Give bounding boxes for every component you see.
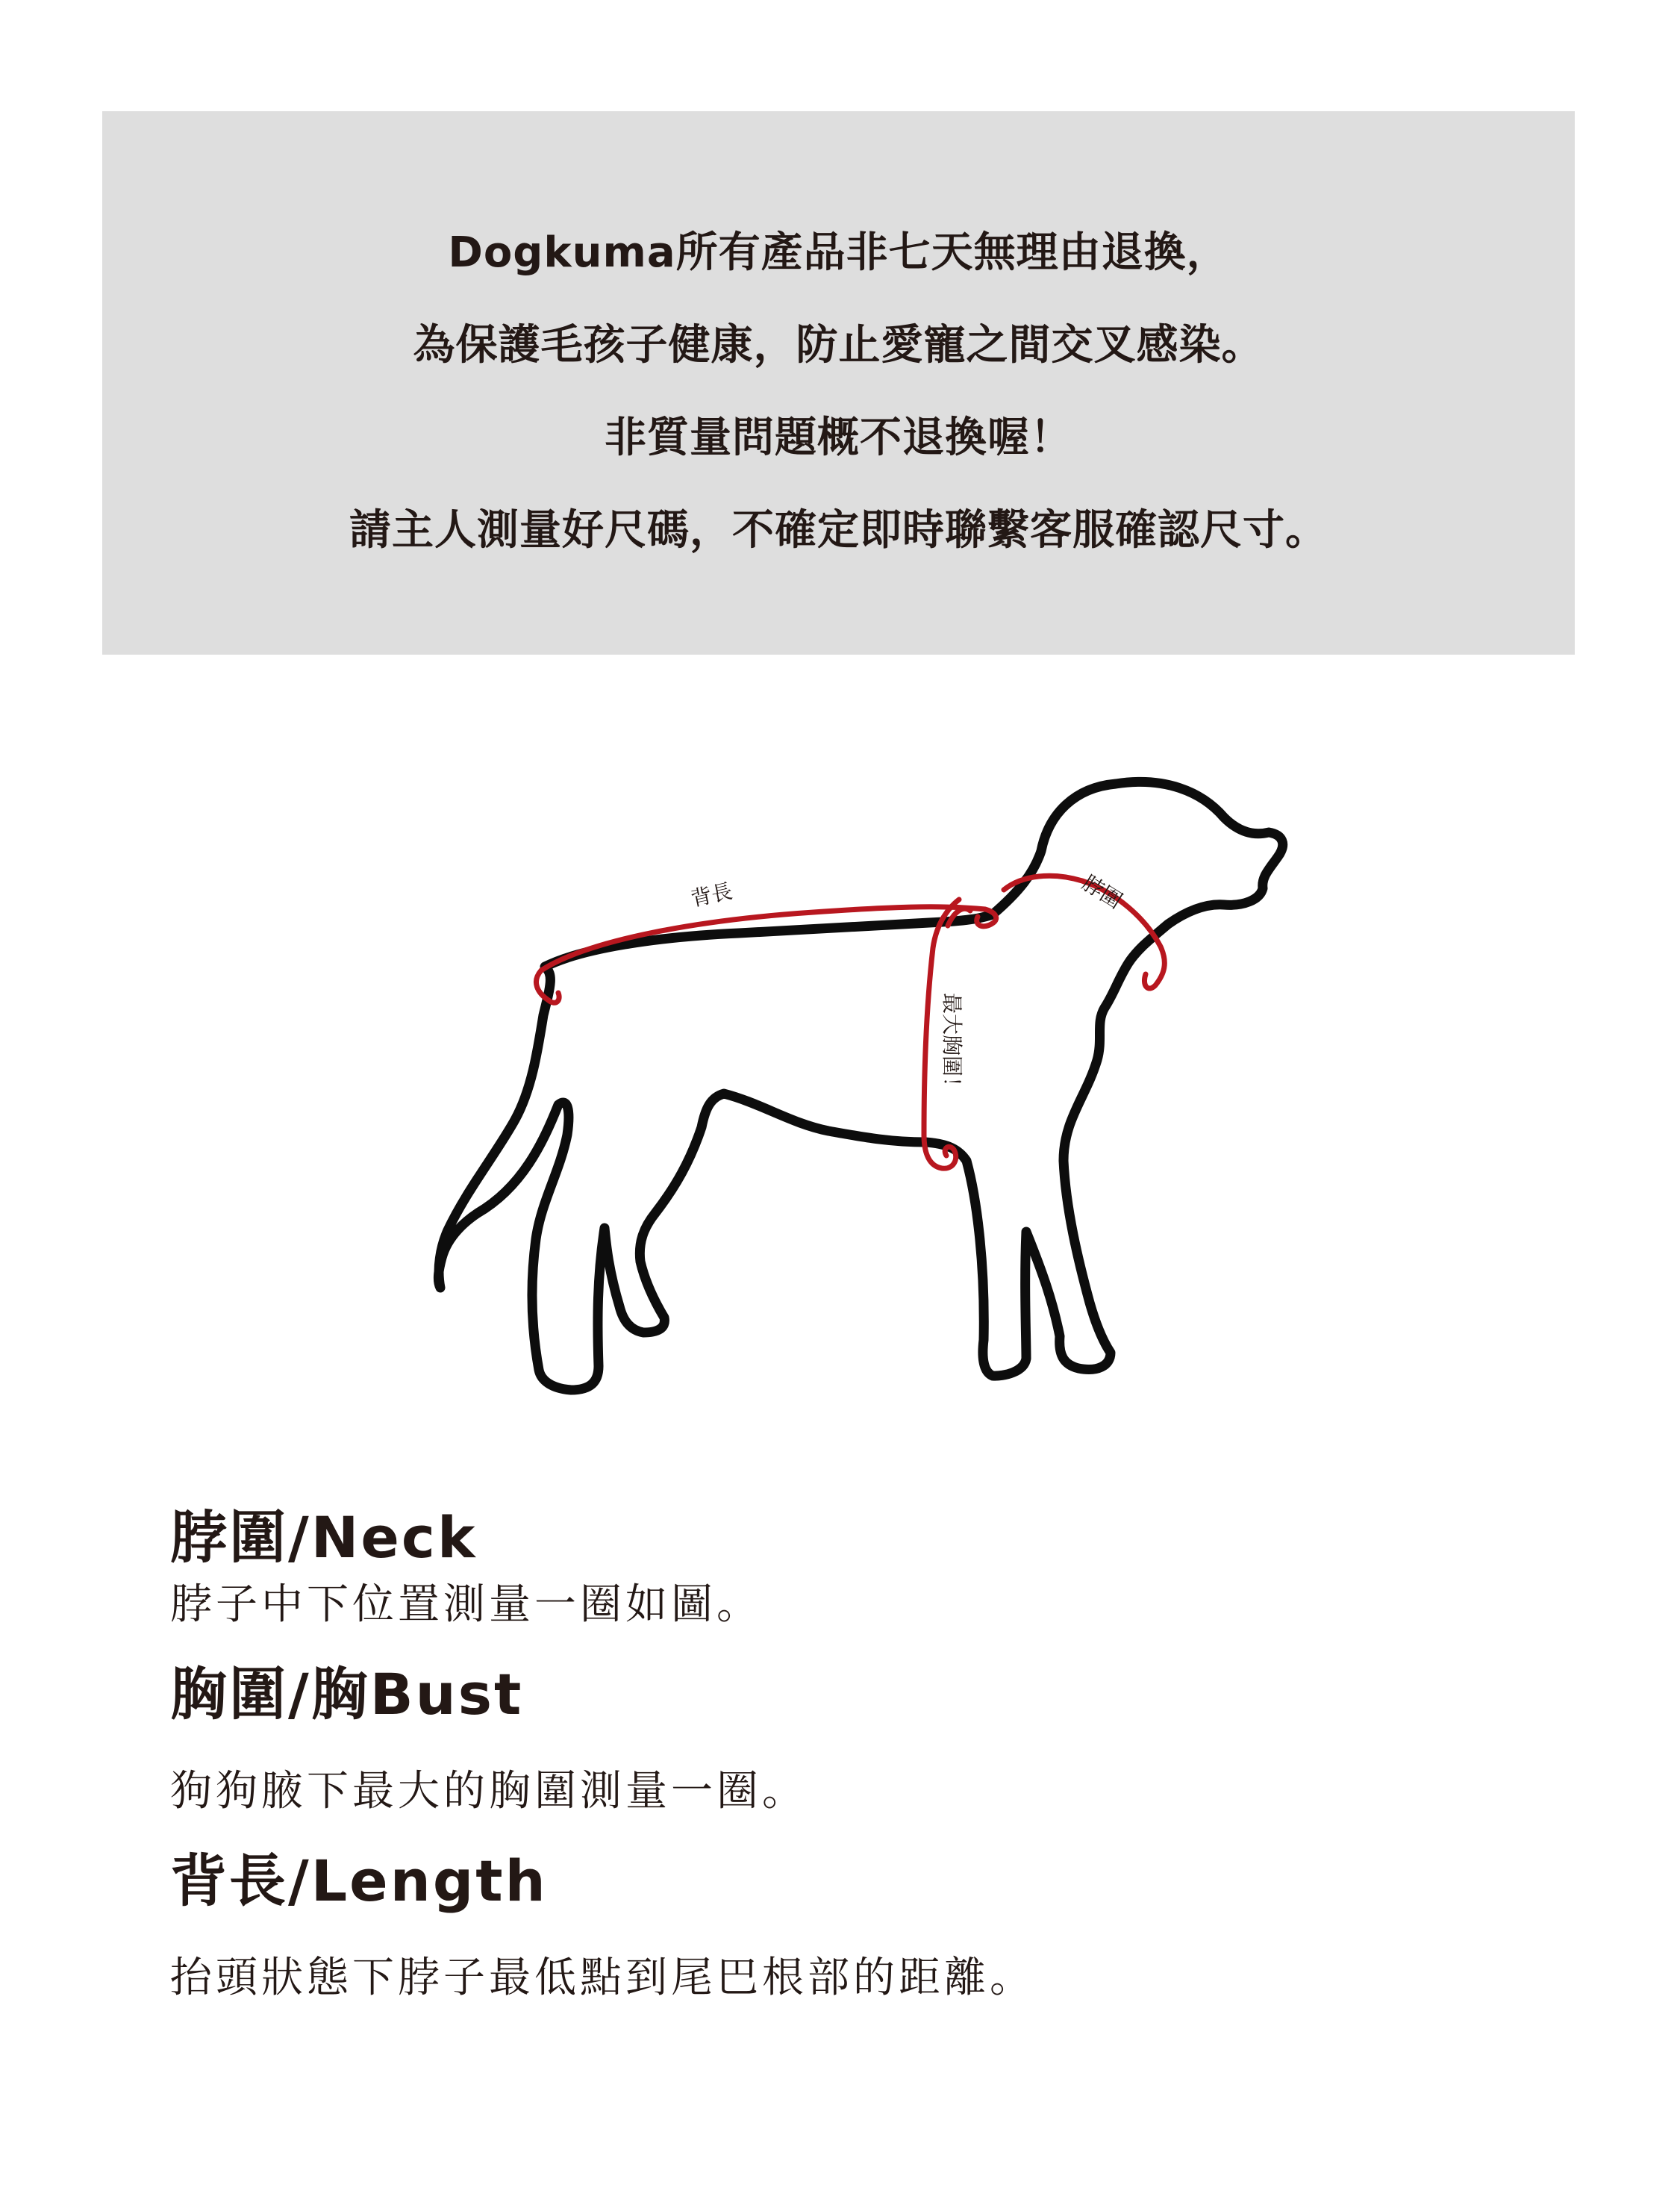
return-policy-notice xyxy=(102,111,1575,655)
neck-label: 脖圍 xyxy=(1078,870,1127,914)
section-title: 脖圍/Neck xyxy=(170,1504,478,1571)
back-length-measure-line xyxy=(536,907,996,1000)
section-description: 狗狗腋下最大的胸圍測量一圈。 xyxy=(170,1767,808,1815)
chest-measure-top xyxy=(948,908,970,926)
back-length-tail-loop xyxy=(549,993,559,1003)
notice-line: Dogkuma所有產品非七天無理由退換， xyxy=(448,228,1229,277)
chest-label: 最大胸圍！ xyxy=(940,993,964,1098)
chest-measure-line xyxy=(924,900,959,1168)
notice-line: 為保護毛孩子健康，防止愛寵之間交叉感染。 xyxy=(413,321,1264,370)
notice-line: 請主人測量好尺碼，不確定即時聯繫客服確認尺寸。 xyxy=(349,506,1328,555)
bust-section xyxy=(170,1657,1588,1821)
section-title: 背長/Length xyxy=(170,1848,548,1914)
section-description: 脖子中下位置測量一圈如圖。 xyxy=(170,1580,762,1629)
back-length-label: 背長 xyxy=(688,878,735,911)
section-title: 胸圍/胸Bust xyxy=(170,1661,524,1727)
dog-outline xyxy=(438,782,1282,1390)
length-section xyxy=(170,1844,1588,2008)
measurement-sections xyxy=(170,1500,1588,2008)
neck-section xyxy=(170,1500,1588,1635)
neck-measure-loop xyxy=(1004,876,1164,988)
section-description: 抬頭狀態下脖子最低點到尾巴根部的距離。 xyxy=(170,1954,1035,2002)
notice-line: 非質量問題概不退換喔！ xyxy=(605,414,1072,462)
